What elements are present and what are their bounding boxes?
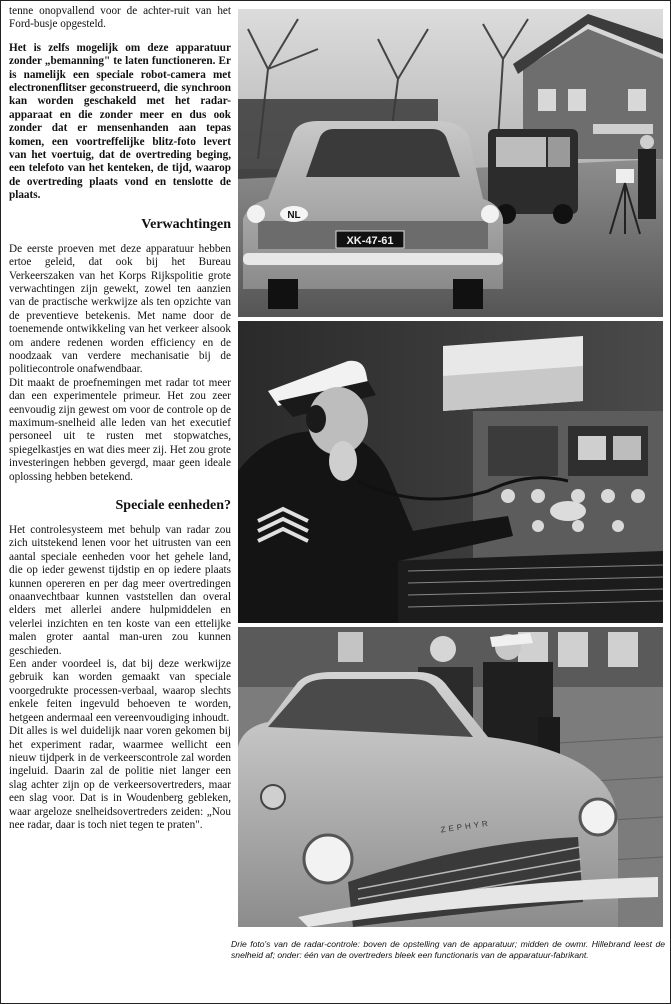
- heading-speciale-eenheden: Speciale eenheden?: [115, 498, 231, 513]
- paragraph-1: tenne onopvallend voor de achter-ruit van het Ford-busje opgesteld.: [9, 5, 231, 31]
- paragraph-6: Een ander voordeel is, dat bij deze werkwijze gebruik kan worden gemaakt van speciale voorgedrukte processen-verbaal, waarop slechts enkele feiten ingevuld behoeven te worden, hetgeen andermaal een vereenvoudiging inhoudt.: [9, 658, 231, 724]
- photo-radar-setup: [238, 9, 663, 317]
- photo-caption: Drie foto's van de radar-controle: boven de opstelling van de apparatuur; midden de owmr. Hillebrand leest de snelheid af; onder: één van de overtreders bleek een functionaris van de apparatuur-fabrikant.: [231, 939, 665, 961]
- photo-offender-zephyr-car: [238, 627, 663, 927]
- nl-badge-text: NL: [287, 210, 301, 221]
- paragraph-2-bold: Het is zelfs mogelijk om deze apparatuur zonder „bemanning" te laten functioneren. Er is namelijk een speciale robot-camera met electronenflitser geconstrueerd, die synchroon kan worden geschakeld met het radar-apparaat en die zonder meer en dus ook zonder dat er mensenhanden aan tepas komen, een voortreffelijke blitz-foto levert van het voertuig, dat de overtreding beging, een telefoto van het kenteken, de tijd, waarop de overtreding plaats vond en tenslotte de plaats.: [9, 41, 231, 202]
- heading-verwachtingen: Verwachtingen: [141, 216, 231, 232]
- license-plate-text: XK-47-61: [346, 235, 394, 247]
- article-column: [9, 5, 231, 832]
- paragraph-3: De eerste proeven met deze apparatuur hebben ertoe geleid, dat ook bij het Bureau Verkeerszaken van het Korps Rijkspolitie grote verwachtingen zijn gewekt, zowel ten aanzien van de practische werkwijze als ten opzichte van de preventieve betekenis. Met name door de toenemende ontwikkeling van het verkeer alsook om andere redenen worden efficiency en de noodzaak van verdere mechanisatie bij de politiecontrole onafwendbaar.: [9, 242, 231, 376]
- paragraph-4: Dit maakt de proefnemingen met radar tot meer dan een experimentele primeur. Het zou zeer eenvoudig zijn gewest om voor de controle op de maximum-snelheid alle leden van het executief personeel uit te rusten met stopwatches, spiegelkastjes en wat dies meer zij. Het zou grote investeringen hebben gevergd, maar geen ideale oplossing hebben betekend.: [9, 376, 231, 483]
- paragraph-7: Dit alles is wel duidelijk naar voren gekomen bij het experiment radar, waarmee wellicht een nieuw tijdperk in de verkeerscontrole zal worden ingeluid. Daarin zal de politie niet langer een slag achter zijn op de verkeersovertreders, maar een slag voor. Dat is in Woudenberg gebleken, waar argeloze snelheidsovertreders zeiden: „Nou nee radar, daar is toch niet tegen te praten".: [9, 725, 231, 831]
- paragraph-5: Het controlesysteem met behulp van radar zou zich uitstekend lenen voor het uitrusten van een aantal speciale eenheden voor het gehele land, die op ieder gewenst tijdstip en op iedere plaats kunnen opereren en per dag meer overtredingen onaanvechtbaar kunnen vaststellen dan overal elders met allerlei andere hulpmiddelen en velerlei inzichten en ten koste van een ettelijke malen groter aantal man-uren zou kunnen geschieden.: [9, 524, 231, 657]
- zephyr-emblem-text: ZEPHYR: [440, 818, 492, 835]
- photo-officer-reading-speed: [238, 321, 663, 623]
